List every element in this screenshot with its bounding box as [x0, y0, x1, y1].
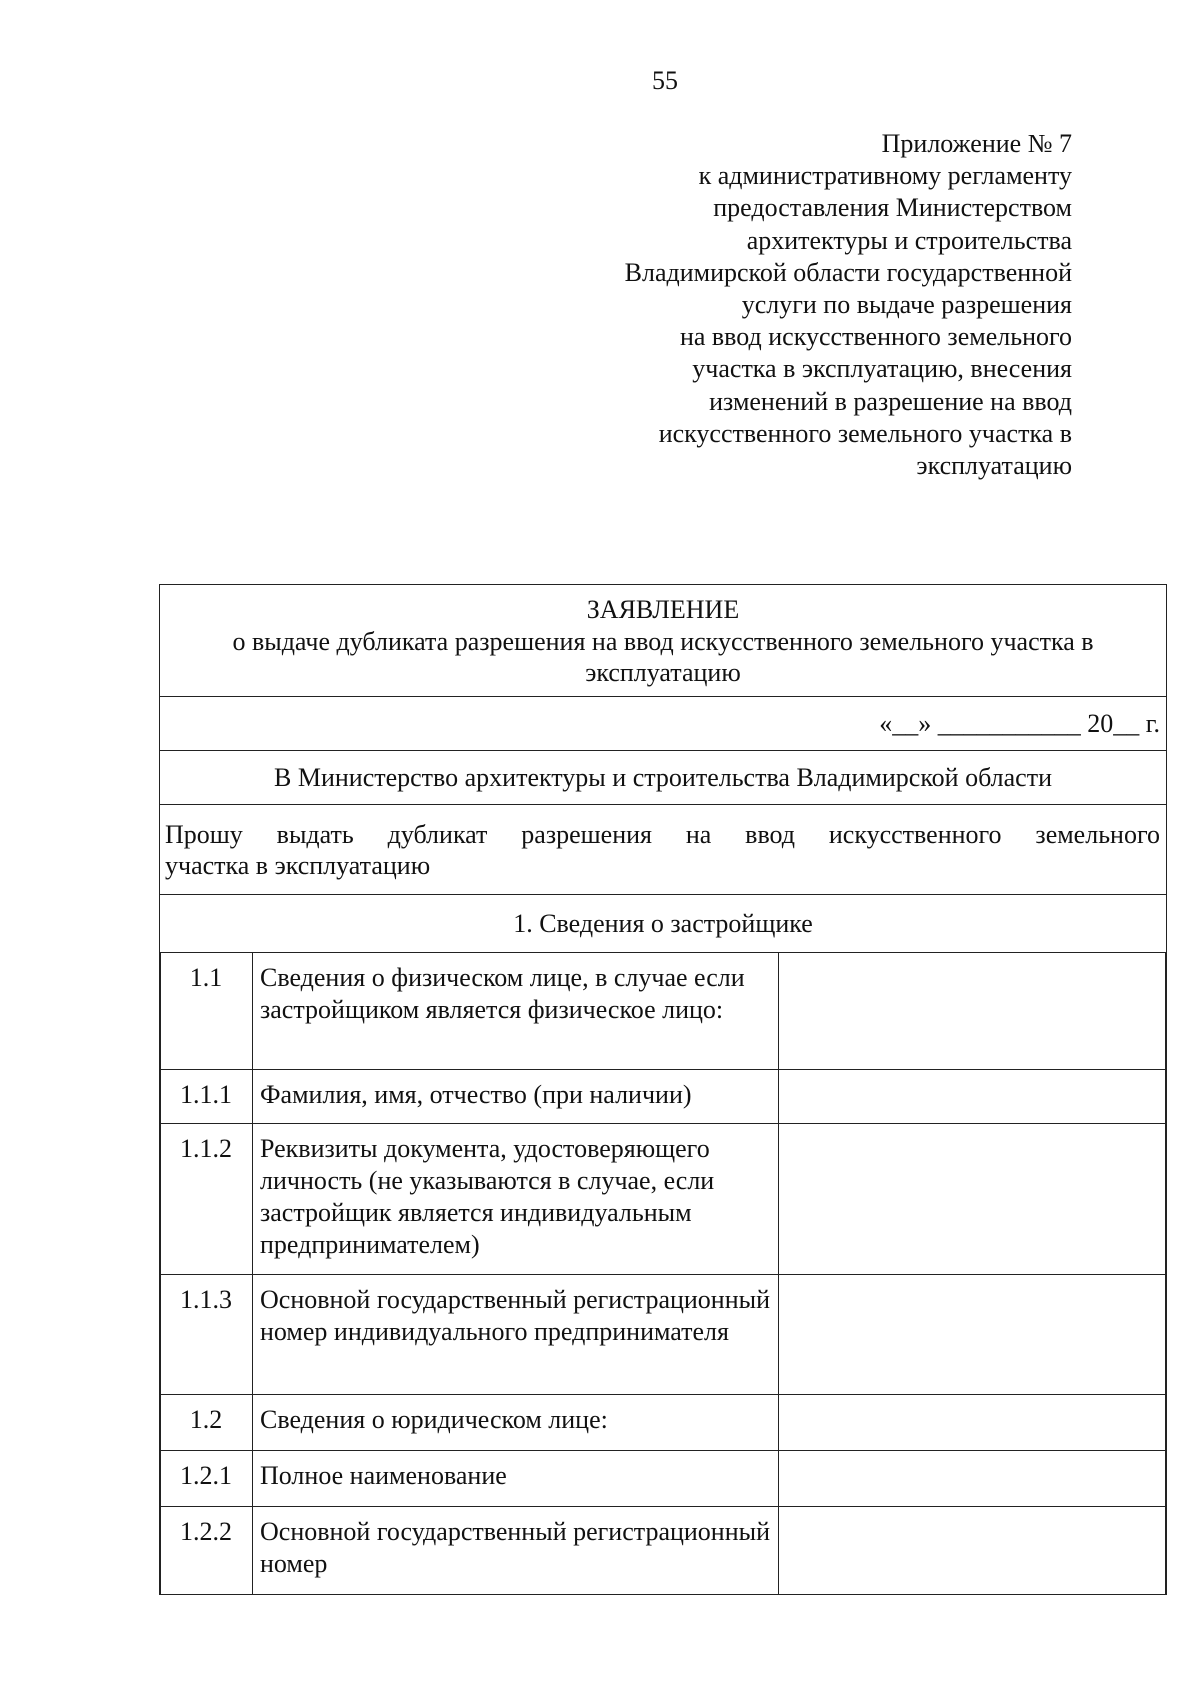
row-label: Полное наименование: [260, 1461, 507, 1490]
form-title: ЗАЯВЛЕНИЕ: [586, 595, 740, 624]
appendix-header: [512, 128, 1072, 482]
page-number: 55: [652, 66, 678, 95]
appendix-line: услуги по выдаче разрешения: [741, 290, 1072, 320]
application-form: [159, 584, 1167, 1595]
row-value-field[interactable]: [778, 1123, 1166, 1274]
addressee: В Министерство архитектуры и строительства Владимирской области: [160, 751, 1166, 805]
appendix-line: искусственного земельного участка в: [658, 418, 1072, 448]
row-number: 1.2.2: [180, 1517, 232, 1546]
row-value-field[interactable]: [778, 1069, 1166, 1123]
appendix-line: Владимирской области государственной: [624, 257, 1072, 287]
form-title-block: [160, 585, 1166, 697]
appendix-line: эксплуатацию: [916, 451, 1072, 481]
section-title: 1. Сведения о застройщике: [513, 909, 813, 938]
appendix-line: участка в эксплуатацию, внесения: [692, 354, 1072, 384]
row-number: 1.1.2: [180, 1134, 232, 1163]
appendix-line: изменений в разрешение на ввод: [709, 386, 1072, 416]
row-value-field[interactable]: [778, 1274, 1166, 1394]
date-row: [160, 697, 1166, 751]
date-field[interactable]: «__» ___________ 20__ г.: [879, 709, 1160, 738]
row-value-field[interactable]: [778, 1394, 1166, 1450]
developer-info-table: [160, 952, 1166, 1595]
form-subtitle-line: эксплуатацию: [585, 658, 741, 687]
row-label: Основной государственный регистрационный номер индивидуального предпринимателя: [260, 1285, 771, 1346]
row-value-field[interactable]: [778, 952, 1166, 1069]
appendix-line: архитектуры и строительства: [746, 225, 1072, 255]
row-number: 1.1: [189, 963, 223, 992]
request-block: [160, 805, 1166, 895]
row-label: Реквизиты документа, удостоверяющего личность (не указываются в случае, если застройщик является индивидуальным предпринимателем): [260, 1134, 715, 1259]
row-number: 1.2.1: [180, 1461, 232, 1490]
form-subtitle-line: о выдаче дубликата разрешения на ввод искусственного земельного участка в: [232, 627, 1094, 656]
request-text-line: Прошу выдать дубликат разрешения на ввод искусственного земельного: [165, 820, 1160, 849]
row-number: 1.2: [189, 1405, 223, 1434]
row-number: 1.1.1: [180, 1080, 232, 1109]
row-value-field[interactable]: [778, 1450, 1166, 1506]
row-label: Фамилия, имя, отчество (при наличии): [260, 1080, 692, 1109]
row-label: Сведения о физическом лице, в случае если застройщиком является физическое лицо:: [260, 963, 745, 1024]
appendix-line: Приложение № 7: [881, 129, 1072, 158]
row-label: Основной государственный регистрационный номер: [260, 1517, 771, 1578]
appendix-line: к административному регламенту: [698, 161, 1072, 191]
row-label: Сведения о юридическом лице:: [260, 1405, 608, 1434]
appendix-line: предоставления Министерством: [713, 193, 1072, 223]
appendix-line: на ввод искусственного земельного: [679, 322, 1072, 352]
row-number: 1.1.3: [180, 1285, 232, 1314]
request-text-line: участка в эксплуатацию: [165, 851, 431, 880]
row-value-field[interactable]: [778, 1506, 1166, 1595]
